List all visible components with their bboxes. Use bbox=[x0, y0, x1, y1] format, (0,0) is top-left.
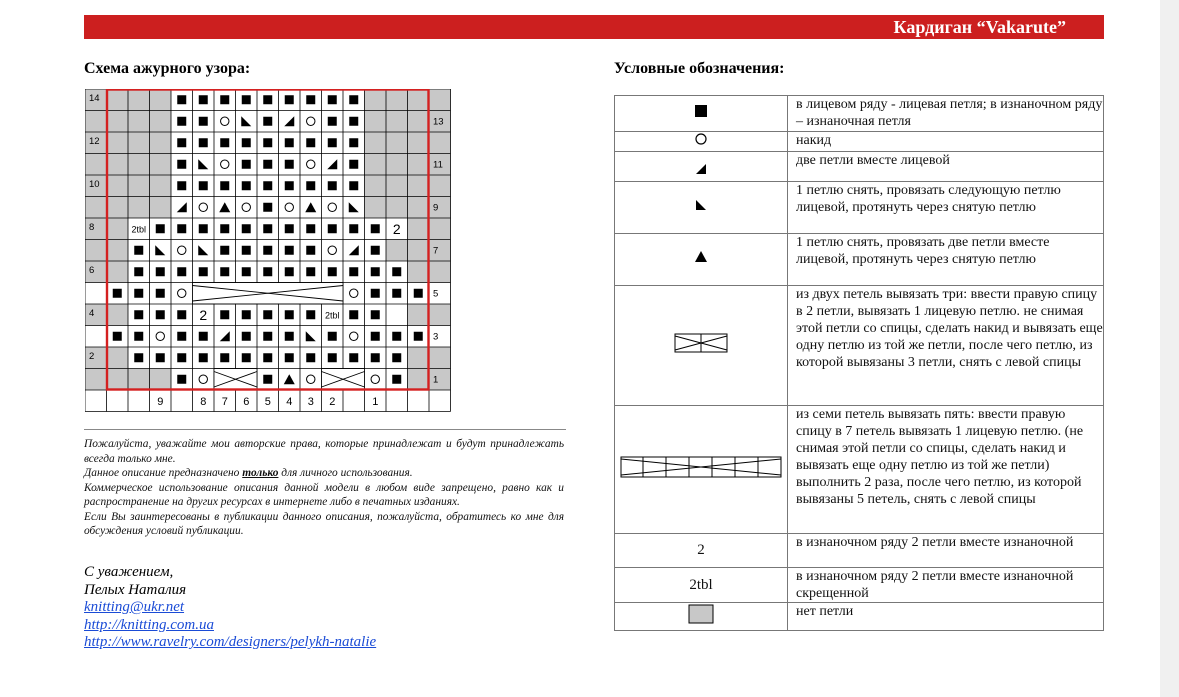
knit-square-icon bbox=[242, 246, 251, 255]
legend-row bbox=[615, 96, 1104, 132]
no-stitch-cell bbox=[408, 240, 430, 262]
no-stitch-cell bbox=[429, 261, 451, 283]
knit-square-icon bbox=[177, 375, 186, 384]
knit-square-icon bbox=[392, 353, 401, 362]
legend-description: в изнаночном ряду 2 петли вместе изнаночной скрещенной bbox=[788, 568, 1104, 603]
no-stitch-cell bbox=[408, 89, 430, 111]
row-number-right: 9 bbox=[433, 202, 439, 214]
no-stitch-cell bbox=[408, 111, 430, 133]
skp-triangle-icon bbox=[615, 182, 788, 234]
knit-square-icon bbox=[263, 267, 272, 276]
no-stitch-cell bbox=[107, 347, 129, 369]
no-stitch-cell bbox=[107, 369, 129, 391]
row-number-right: 13 bbox=[433, 116, 444, 128]
knit-square-icon bbox=[177, 117, 186, 126]
knit-square-icon bbox=[285, 181, 294, 190]
no-stitch-cell bbox=[386, 154, 408, 176]
yarn-over-circle-icon bbox=[350, 332, 358, 340]
no-stitch-cell bbox=[429, 132, 451, 154]
knit-square-icon bbox=[263, 160, 272, 169]
stitch-number-bottom: 9 bbox=[157, 395, 164, 408]
legend-row bbox=[615, 234, 1104, 286]
ravelry-link[interactable]: http://www.ravelry.com/designers/pelykh-natalie bbox=[84, 634, 377, 650]
knit-square-icon bbox=[156, 224, 165, 233]
no-stitch-cell bbox=[150, 111, 172, 133]
knit-square-icon bbox=[177, 353, 186, 362]
knit-square-icon bbox=[285, 267, 294, 276]
knit-square-icon bbox=[263, 332, 272, 341]
knit-square-icon bbox=[285, 224, 294, 233]
legend-row bbox=[615, 286, 1104, 406]
knit-square-icon bbox=[220, 310, 229, 319]
no-stitch-cell bbox=[150, 132, 172, 154]
no-stitch-cell bbox=[408, 154, 430, 176]
knit-square-icon bbox=[156, 310, 165, 319]
yarn-over-circle-icon bbox=[156, 332, 164, 340]
no-stitch-cell bbox=[408, 369, 430, 391]
row-number-right: 5 bbox=[433, 288, 439, 300]
label-2: 2 bbox=[199, 306, 208, 323]
knit-square-icon bbox=[349, 267, 358, 276]
knit-square-icon bbox=[392, 267, 401, 276]
knit-square-icon bbox=[156, 267, 165, 276]
no-stitch-cell bbox=[386, 132, 408, 154]
notice-paragraph: Если Вы заинтересованы в публикации данного описания, пожалуйста, обратитесь ко мне для обсуждения условий публикации. bbox=[84, 510, 564, 537]
knit-square-icon bbox=[220, 95, 229, 104]
no-stitch-cell bbox=[429, 175, 451, 197]
label-2tbl: 2tbl bbox=[131, 224, 147, 235]
knit-square-icon bbox=[306, 95, 315, 104]
cross-7-to-5-icon bbox=[615, 406, 788, 534]
no-stitch-cell bbox=[408, 175, 430, 197]
knit-square-icon bbox=[285, 95, 294, 104]
knit-square-icon bbox=[134, 246, 143, 255]
knit-square-icon bbox=[242, 353, 251, 362]
knit-square-icon bbox=[371, 332, 380, 341]
knit-square-icon bbox=[242, 160, 251, 169]
knit-square-icon bbox=[328, 353, 337, 362]
yarn-over-circle-icon bbox=[328, 203, 336, 211]
legend-description: 1 петлю снять, провязать две петли вместе лицевой, протянуть через снятую петлю bbox=[788, 234, 1104, 286]
no-stitch-cell bbox=[408, 218, 430, 240]
legend-row bbox=[615, 152, 1104, 182]
knit-square-icon bbox=[199, 267, 208, 276]
knit-square-icon bbox=[220, 353, 229, 362]
no-stitch-cell bbox=[365, 132, 387, 154]
knit-square-icon bbox=[113, 332, 122, 341]
k2tog-triangle-icon bbox=[615, 152, 788, 182]
row-number-right: 1 bbox=[433, 374, 439, 386]
knit-square-icon bbox=[328, 95, 337, 104]
row-number-left: 14 bbox=[89, 93, 100, 104]
knit-square-icon bbox=[199, 95, 208, 104]
stitch-number-bottom: 7 bbox=[221, 395, 228, 408]
knit-square-icon bbox=[242, 332, 251, 341]
no-stitch-cell bbox=[386, 111, 408, 133]
knit-square-icon bbox=[328, 181, 337, 190]
knit-square-icon bbox=[349, 353, 358, 362]
legend-heading: Условные обозначения: bbox=[614, 60, 785, 77]
legend-row bbox=[615, 568, 1104, 603]
no-stitch-cell bbox=[107, 304, 129, 326]
no-stitch-cell bbox=[365, 154, 387, 176]
no-stitch-cell bbox=[386, 240, 408, 262]
knit-square-icon bbox=[371, 224, 380, 233]
yarn-over-circle-icon bbox=[178, 246, 186, 254]
knit-square-icon bbox=[349, 95, 358, 104]
row-number-right: 7 bbox=[433, 245, 439, 257]
knit-square-icon bbox=[285, 353, 294, 362]
legend-row bbox=[615, 534, 1104, 568]
no-stitch-cell bbox=[85, 111, 107, 133]
legend-description: в изнаночном ряду 2 петли вместе изнаночной bbox=[788, 534, 1104, 568]
knit-square-icon bbox=[371, 246, 380, 255]
yarn-over-circle-icon bbox=[307, 117, 315, 125]
author-name: Пелых Наталия bbox=[84, 581, 187, 598]
knit-square-icon bbox=[199, 117, 208, 126]
knit-square-icon bbox=[199, 138, 208, 147]
knit-square-icon bbox=[177, 181, 186, 190]
legend-row bbox=[615, 406, 1104, 534]
knit-square-icon bbox=[263, 95, 272, 104]
knit-square-icon bbox=[113, 289, 122, 298]
no-stitch-cell bbox=[386, 197, 408, 219]
no-stitch-cell bbox=[107, 197, 129, 219]
row-number-left: 4 bbox=[89, 308, 95, 319]
knit-square-icon bbox=[177, 160, 186, 169]
no-stitch-cell bbox=[128, 89, 150, 111]
knit-square-icon bbox=[392, 332, 401, 341]
legend-symbol-text: 2 bbox=[615, 534, 788, 568]
title-banner bbox=[84, 15, 1104, 39]
no-stitch-cell bbox=[150, 89, 172, 111]
no-stitch-cell bbox=[150, 154, 172, 176]
knit-square-icon bbox=[615, 96, 788, 132]
knit-square-icon bbox=[220, 181, 229, 190]
knit-square-icon bbox=[177, 332, 186, 341]
yarn-over-circle-icon bbox=[615, 132, 788, 152]
knit-square-icon bbox=[349, 117, 358, 126]
viewer-background bbox=[1160, 0, 1179, 697]
no-stitch-cell bbox=[150, 197, 172, 219]
no-stitch-cell bbox=[128, 154, 150, 176]
stitch-number-bottom: 4 bbox=[286, 395, 293, 408]
no-stitch-cell bbox=[386, 175, 408, 197]
knit-square-icon bbox=[328, 224, 337, 233]
yarn-over-circle-icon bbox=[178, 289, 186, 297]
no-stitch-cell bbox=[429, 304, 451, 326]
knit-square-icon bbox=[328, 117, 337, 126]
knit-square-icon bbox=[263, 353, 272, 362]
legend-row bbox=[615, 603, 1104, 631]
row-number-left: 6 bbox=[89, 265, 95, 276]
no-stitch-cell bbox=[386, 89, 408, 111]
yarn-over-circle-icon bbox=[221, 117, 229, 125]
knit-square-icon bbox=[220, 267, 229, 276]
no-stitch-cell bbox=[408, 197, 430, 219]
knit-square-icon bbox=[349, 181, 358, 190]
knit-square-icon bbox=[242, 224, 251, 233]
yarn-over-circle-icon bbox=[221, 160, 229, 168]
legend-description: из двух петель вывязать три: ввести правую спицу в 2 петли, вывязать 1 лицевую петлю. не снимая этой петли со спицы, сделать накид и вывязать еще одну петлю из той же петли, после чего петлю, из которой вывязаны 3 петли, снять с левой спицы bbox=[788, 286, 1104, 406]
row-number-left: 8 bbox=[89, 222, 95, 233]
yarn-over-circle-icon bbox=[242, 203, 250, 211]
knit-square-icon bbox=[349, 160, 358, 169]
no-stitch-cell bbox=[85, 197, 107, 219]
no-stitch-cell bbox=[365, 197, 387, 219]
knit-square-icon bbox=[199, 353, 208, 362]
no-stitch-cell bbox=[365, 89, 387, 111]
no-stitch-cell bbox=[365, 175, 387, 197]
no-stitch-cell bbox=[107, 218, 129, 240]
stitch-number-bottom: 3 bbox=[307, 395, 314, 408]
knit-square-icon bbox=[285, 246, 294, 255]
no-stitch-grey-icon bbox=[615, 603, 788, 631]
knit-square-icon bbox=[371, 353, 380, 362]
knit-square-icon bbox=[263, 117, 272, 126]
knit-square-icon bbox=[285, 160, 294, 169]
knit-square-icon bbox=[349, 310, 358, 319]
knit-square-icon bbox=[220, 138, 229, 147]
sk2p-triangle-icon bbox=[615, 234, 788, 286]
knit-square-icon bbox=[242, 138, 251, 147]
row-number-right: 11 bbox=[433, 159, 443, 171]
lace-pattern-chart bbox=[85, 89, 459, 425]
no-stitch-cell bbox=[107, 175, 129, 197]
knit-square-icon bbox=[156, 353, 165, 362]
knit-square-icon bbox=[134, 332, 143, 341]
row-number-right: 3 bbox=[433, 331, 439, 343]
row-number-left: 10 bbox=[89, 179, 100, 190]
chart-heading: Схема ажурного узора: bbox=[84, 60, 251, 77]
yarn-over-circle-icon bbox=[371, 375, 379, 383]
knit-square-icon bbox=[371, 289, 380, 298]
notice-paragraph: Пожалуйста, уважайте мои авторские права, которые принадлежат и будут принадлежать всегда только мне. bbox=[84, 438, 564, 465]
knit-square-icon bbox=[414, 332, 423, 341]
legend-table bbox=[614, 95, 1104, 631]
legend-description: в лицевом ряду - лицевая петля; в изнаночном ряду – изнаночная петля bbox=[788, 96, 1104, 132]
no-stitch-cell bbox=[429, 347, 451, 369]
knit-square-icon bbox=[177, 95, 186, 104]
yarn-over-circle-icon bbox=[307, 160, 315, 168]
no-stitch-cell bbox=[107, 89, 129, 111]
signature bbox=[84, 564, 376, 652]
knit-square-icon bbox=[306, 310, 315, 319]
legend-symbol-text: 2tbl bbox=[615, 568, 788, 603]
knit-square-icon bbox=[220, 224, 229, 233]
yarn-over-circle-icon bbox=[328, 246, 336, 254]
knit-square-icon bbox=[177, 310, 186, 319]
row-number-left: 12 bbox=[89, 136, 100, 147]
knit-square-icon bbox=[134, 353, 143, 362]
stitch-number-bottom: 2 bbox=[329, 395, 336, 408]
legend-description: 1 петлю снять, провязать следующую петлю лицевой, протянуть через снятую петлю bbox=[788, 182, 1104, 234]
no-stitch-cell bbox=[150, 369, 172, 391]
no-stitch-cell bbox=[107, 240, 129, 262]
stitch-number-bottom: 8 bbox=[200, 395, 207, 408]
knit-square-icon bbox=[177, 224, 186, 233]
knit-square-icon bbox=[199, 332, 208, 341]
knit-square-icon bbox=[306, 246, 315, 255]
no-stitch-cell bbox=[107, 111, 129, 133]
row-number-left: 2 bbox=[89, 351, 95, 362]
knit-square-icon bbox=[242, 310, 251, 319]
knit-square-icon bbox=[349, 224, 358, 233]
knit-square-icon bbox=[199, 181, 208, 190]
banner-title: Кардиган “Vakarute” bbox=[893, 17, 1066, 37]
no-stitch-cell bbox=[429, 89, 451, 111]
no-stitch-cell bbox=[408, 261, 430, 283]
no-stitch-cell bbox=[408, 304, 430, 326]
knit-square-icon bbox=[392, 375, 401, 384]
legend-description: две петли вместе лицевой bbox=[788, 152, 1104, 182]
knit-square-icon bbox=[371, 310, 380, 319]
knit-square-icon bbox=[134, 310, 143, 319]
knit-square-icon bbox=[392, 289, 401, 298]
legend-row bbox=[615, 132, 1104, 152]
knit-square-icon bbox=[285, 310, 294, 319]
no-stitch-cell bbox=[85, 369, 107, 391]
knit-square-icon bbox=[263, 310, 272, 319]
knit-square-icon bbox=[177, 267, 186, 276]
no-stitch-cell bbox=[408, 347, 430, 369]
cross-2-to-3-icon bbox=[615, 286, 788, 406]
knit-square-icon bbox=[177, 138, 186, 147]
knit-square-icon bbox=[263, 224, 272, 233]
stitch-number-bottom: 5 bbox=[264, 395, 271, 408]
no-stitch-cell bbox=[128, 132, 150, 154]
knit-square-icon bbox=[134, 289, 143, 298]
yarn-over-circle-icon bbox=[307, 375, 315, 383]
no-stitch-cell bbox=[107, 132, 129, 154]
no-stitch-cell bbox=[128, 197, 150, 219]
legend-row bbox=[615, 182, 1104, 234]
stitch-number-bottom: 1 bbox=[372, 395, 379, 408]
legend-description: нет петли bbox=[788, 603, 1104, 631]
label-2tbl: 2tbl bbox=[324, 310, 340, 321]
no-stitch-cell bbox=[150, 175, 172, 197]
notice-paragraph: Коммерческое использование описания данной модели в любом виде запрещено, равно как и распространение на других ресурсах в интернете либо в печатных изданиях. bbox=[84, 481, 564, 508]
label-2: 2 bbox=[392, 220, 401, 237]
no-stitch-cell bbox=[128, 369, 150, 391]
site-link[interactable]: http://knitting.com.ua bbox=[84, 616, 214, 633]
knit-square-icon bbox=[306, 267, 315, 276]
knit-square-icon bbox=[285, 332, 294, 341]
knit-square-icon bbox=[263, 375, 272, 384]
stitch-number-bottom: 6 bbox=[243, 395, 250, 408]
no-stitch-cell bbox=[365, 111, 387, 133]
regards-text: С уважением, bbox=[84, 564, 174, 580]
knit-square-icon bbox=[263, 138, 272, 147]
knit-square-icon bbox=[263, 181, 272, 190]
knit-square-icon bbox=[414, 289, 423, 298]
divider bbox=[84, 429, 566, 430]
yarn-over-circle-icon bbox=[199, 375, 207, 383]
knit-square-icon bbox=[306, 181, 315, 190]
yarn-over-circle-icon bbox=[199, 203, 207, 211]
knit-square-icon bbox=[263, 246, 272, 255]
knit-square-icon bbox=[156, 289, 165, 298]
knit-square-icon bbox=[263, 203, 272, 212]
knit-square-icon bbox=[134, 267, 143, 276]
no-stitch-cell bbox=[128, 111, 150, 133]
no-stitch-cell bbox=[408, 132, 430, 154]
knit-square-icon bbox=[220, 246, 229, 255]
legend-description: из семи петель вывязать пять: ввести правую спицу в 7 петель вывязать 1 лицевую петлю. (не снимая этой петли со спицы, сделать накид и вывязать еще одну петлю из той же петли) выполнить 2 раза, после чего петлю, из которой вывязаны 5 петель, снять с левой спицы bbox=[788, 406, 1104, 534]
no-stitch-cell bbox=[107, 261, 129, 283]
knit-square-icon bbox=[306, 138, 315, 147]
email-link[interactable]: knitting@ukr.net bbox=[84, 599, 185, 615]
yarn-over-circle-icon bbox=[285, 203, 293, 211]
knit-square-icon bbox=[328, 138, 337, 147]
knit-square-icon bbox=[328, 332, 337, 341]
yarn-over-circle-icon bbox=[350, 289, 358, 297]
knit-square-icon bbox=[328, 267, 337, 276]
knit-square-icon bbox=[199, 224, 208, 233]
knit-square-icon bbox=[242, 267, 251, 276]
no-stitch-cell bbox=[429, 218, 451, 240]
no-stitch-cell bbox=[128, 175, 150, 197]
knit-square-icon bbox=[285, 138, 294, 147]
no-stitch-cell bbox=[85, 240, 107, 262]
notice-paragraph: Данное описание предназначено только для личного использования. bbox=[84, 467, 413, 479]
legend-description: накид bbox=[788, 132, 1104, 152]
knit-square-icon bbox=[306, 353, 315, 362]
knit-square-icon bbox=[349, 138, 358, 147]
no-stitch-cell bbox=[85, 154, 107, 176]
knit-square-icon bbox=[306, 224, 315, 233]
copyright-notice bbox=[84, 437, 564, 539]
knit-square-icon bbox=[242, 181, 251, 190]
no-stitch-cell bbox=[107, 154, 129, 176]
knit-square-icon bbox=[242, 95, 251, 104]
knit-square-icon bbox=[371, 267, 380, 276]
